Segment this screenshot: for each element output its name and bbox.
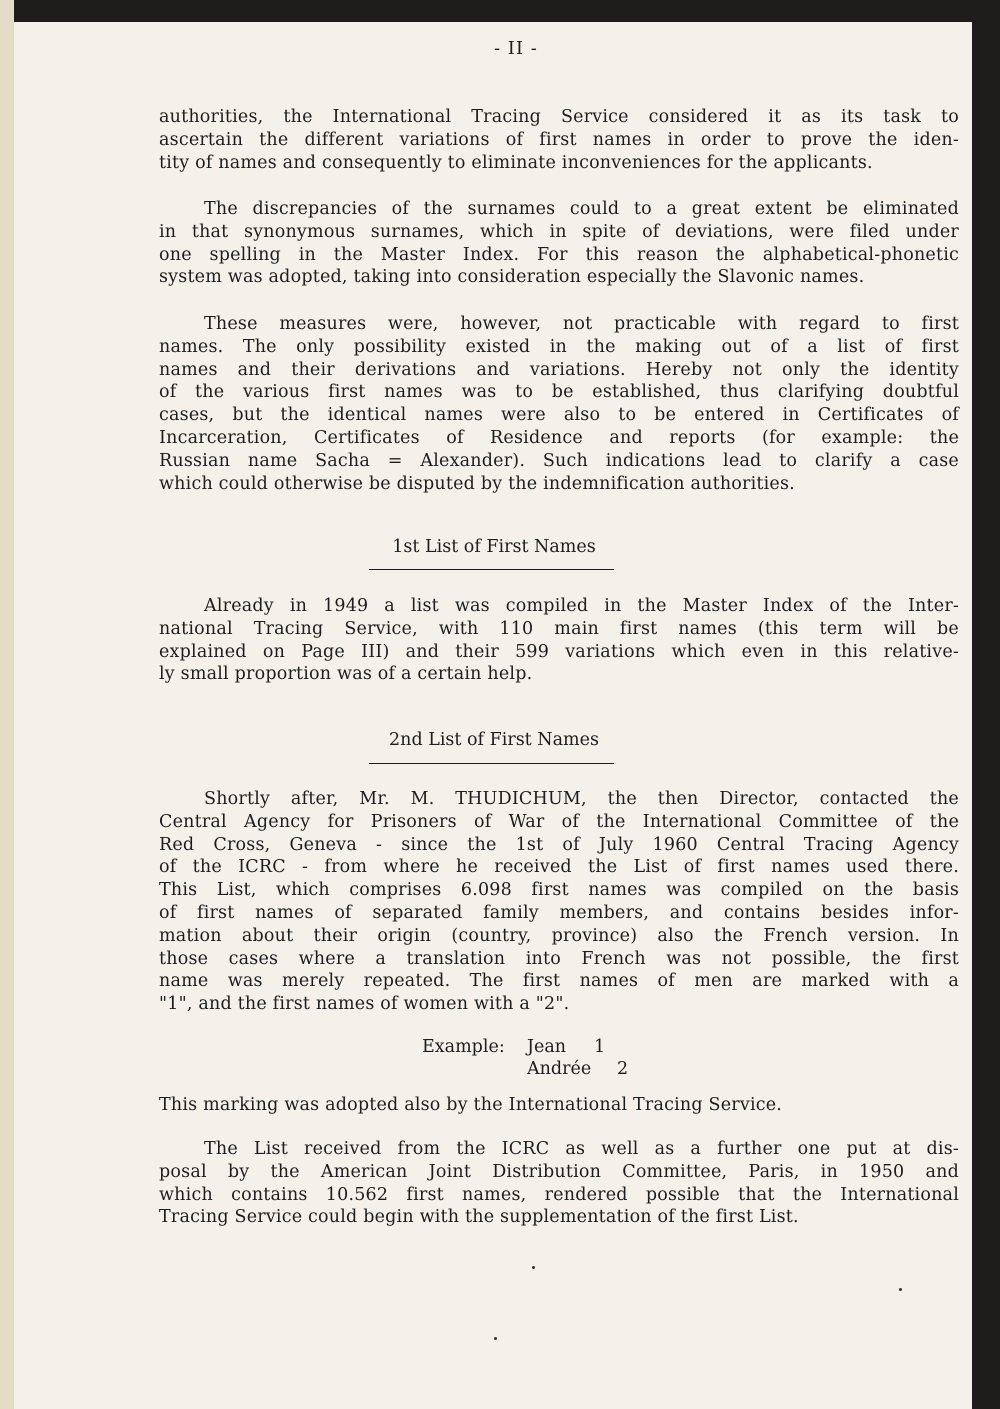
- text-line: mation about their origin (country, province) also the French version. In: [159, 925, 959, 946]
- text-line: Shortly after, Mr. M. THUDICHUM, the then Director, contacted the: [204, 789, 959, 809]
- text-line: The List received from the ICRC as well as a further one put at dis-: [204, 1139, 959, 1159]
- heading-underline: [369, 569, 614, 570]
- example-mark: 2: [617, 1059, 629, 1079]
- text-line: names and their derivations and variations. Hereby not only the identity: [159, 359, 959, 380]
- text-line: ascertain the different variations of first names in order to prove the iden-: [159, 129, 959, 150]
- page-edge: [0, 0, 14, 1409]
- example-label: Example:: [422, 1037, 505, 1057]
- paragraph-1: [159, 106, 959, 174]
- text-line: one spelling in the Master Index. For this reason the alphabetical-phonetic: [159, 244, 959, 265]
- text-line: The discrepancies of the surnames could to a great extent be eliminated: [204, 199, 959, 219]
- text-line: explained on Page III) and their 599 variations which even in this relative-: [159, 641, 959, 662]
- page-number: - II -: [494, 38, 538, 59]
- speck: [494, 1337, 497, 1340]
- text-line: which could otherwise be disputed by the indemnification authorities.: [159, 473, 795, 494]
- text-line: in that synonymous surnames, which in spite of deviations, were filed under: [159, 221, 959, 242]
- text-line: Tracing Service could begin with the supplementation of the first List.: [159, 1207, 799, 1228]
- text-line: Already in 1949 a list was compiled in the Master Index of the Inter-: [204, 596, 959, 616]
- example-mark: 1: [594, 1037, 606, 1057]
- text-line: This List, which comprises 6.098 first names was compiled on the basis: [159, 880, 959, 901]
- text-line: tity of names and consequently to eliminate inconveniences for the applicants.: [159, 152, 873, 173]
- heading-first-list: 1st List of First Names: [392, 537, 596, 557]
- example-name: Andrée: [527, 1059, 592, 1079]
- speck: [532, 1266, 535, 1269]
- text-line: cases, but the identical names were also to be entered in Certificates of: [159, 405, 959, 426]
- text-line: names. The only possibility existed in the making out of a list of first: [159, 336, 959, 357]
- text-line: which contains 10.562 first names, rendered possible that the International: [159, 1184, 959, 1205]
- text-line: ly small proportion was of a certain help.: [159, 664, 533, 685]
- heading-underline: [369, 763, 614, 764]
- text-line: of the various first names was to be established, thus clarifying doubtful: [159, 382, 959, 403]
- paragraph-3: [159, 313, 959, 495]
- text-line: These measures were, however, not practicable with regard to first: [204, 314, 959, 334]
- heading-second-list: 2nd List of First Names: [389, 730, 599, 750]
- text-line: name was merely repeated. The first names of men are marked with a: [159, 971, 959, 992]
- paragraph-2: [159, 198, 959, 289]
- text-line: "1", and the first names of women with a "2".: [159, 994, 570, 1015]
- text-line: system was adopted, taking into consideration especially the Slavonic names.: [159, 267, 865, 288]
- text-line: Red Cross, Geneva - since the 1st of July 1960 Central Tracing Agency: [159, 834, 959, 855]
- text-line: of first names of separated family members, and contains besides infor-: [159, 902, 959, 923]
- text-line: those cases where a translation into French was not possible, the first: [159, 948, 959, 969]
- paragraph-4: [159, 595, 959, 686]
- text-line: of the ICRC - from where he received the List of first names used there.: [159, 857, 959, 878]
- text-line: national Tracing Service, with 110 main first names (this term will be: [159, 618, 959, 639]
- speck: [899, 1288, 902, 1291]
- text-line: Incarceration, Certificates of Residence and reports (for example: the: [159, 427, 959, 448]
- text-line: Russian name Sacha = Alexander). Such indications lead to clarify a case: [159, 450, 959, 471]
- paragraph-7: [159, 1138, 959, 1229]
- text-line: This marking was adopted also by the International Tracing Service.: [159, 1095, 783, 1115]
- document-page: [14, 22, 972, 1409]
- text-line: posal by the American Joint Distribution Committee, Paris, in 1950 and: [159, 1161, 959, 1182]
- paragraph-5: [159, 788, 959, 1016]
- text-line: Central Agency for Prisoners of War of the International Committee of the: [159, 811, 959, 832]
- example-name: Jean: [527, 1037, 567, 1057]
- text-line: authorities, the International Tracing Service considered it as its task to: [159, 107, 959, 127]
- paragraph-6: [159, 1094, 959, 1117]
